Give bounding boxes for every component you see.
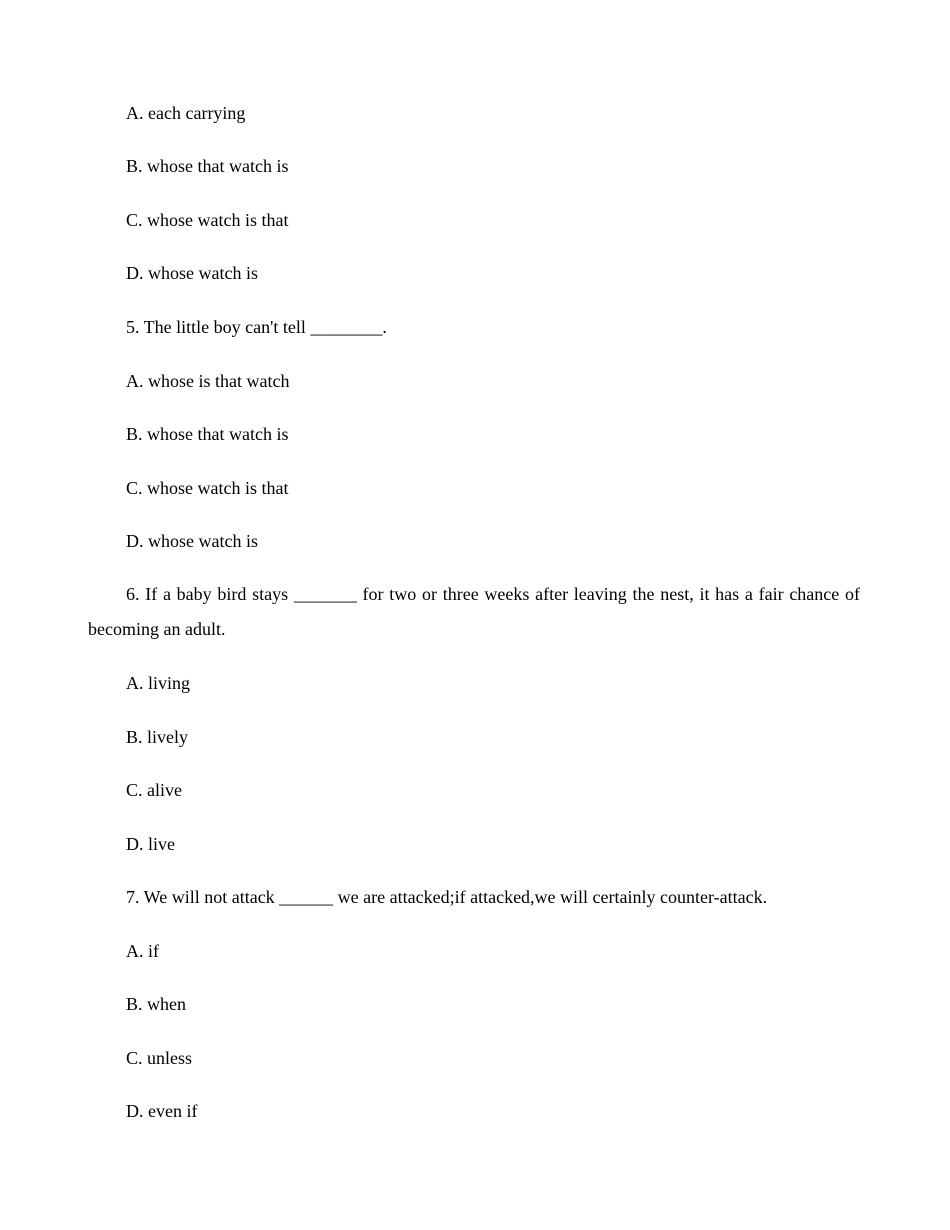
question-7-option-a: A. if (126, 941, 159, 961)
question-7-option-c: C. unless (126, 1048, 193, 1068)
question-7-option-d: D. even if (126, 1101, 198, 1121)
question-5-option-d: D. whose watch is (126, 531, 258, 551)
question-6-option-d: D. live (126, 834, 175, 854)
question-5-option-a: A. whose is that watch (126, 371, 290, 391)
question-6-option-b: B. lively (126, 727, 188, 747)
question-7: 7. We will not attack ______ we are attacked;if attacked,we will certainly counter-attack. (126, 887, 768, 907)
question-5: 5. The little boy can't tell ________. (126, 317, 387, 337)
option-b-previous: B. whose that watch is (126, 156, 289, 176)
option-d-previous: D. whose watch is (126, 263, 258, 283)
question-5-option-b: B. whose that watch is (126, 424, 289, 444)
option-a-previous: A. each carrying (126, 103, 246, 123)
question-5-option-c: C. whose watch is that (126, 478, 289, 498)
option-c-previous: C. whose watch is that (126, 210, 289, 230)
question-6: 6. If a baby bird stays _______ for two or three weeks after leaving the nest, it has a fair chance of becoming an adult. (88, 584, 860, 639)
question-6-option-a: A. living (126, 673, 191, 693)
question-6-option-c: C. alive (126, 780, 182, 800)
question-7-option-b: B. when (126, 994, 186, 1014)
